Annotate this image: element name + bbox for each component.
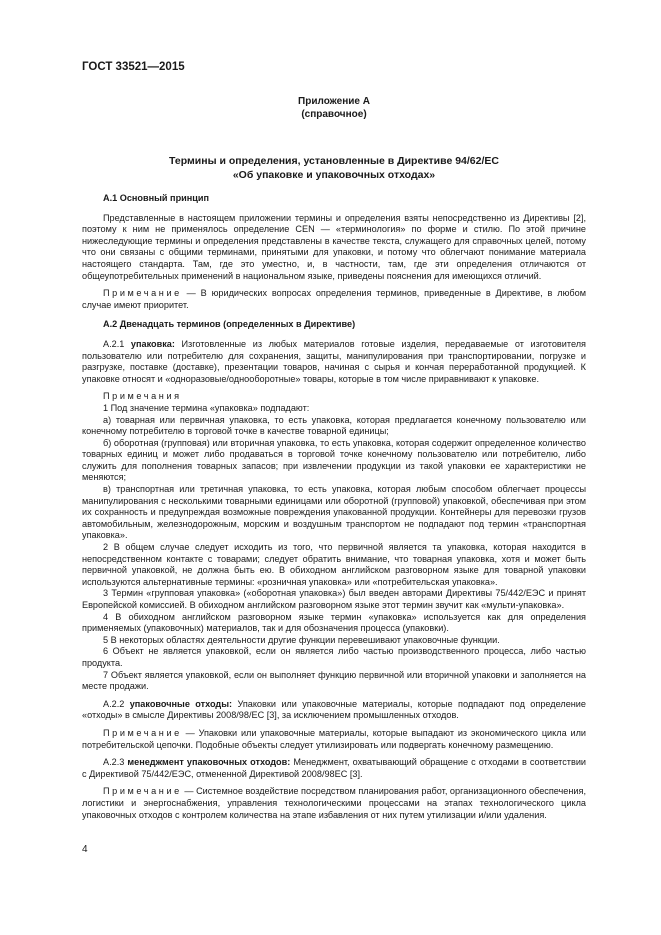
term-name: упаковочные отходы: <box>129 698 233 709</box>
annex-heading <box>82 95 586 121</box>
section-a1-heading: А.1 Основный принцип <box>103 193 209 203</box>
note-text: — В юридических вопросах определения терминов, приведенные в Директиве, в любом случае имеют приоритет. <box>82 288 586 310</box>
annex-label: Приложение А <box>298 96 370 107</box>
note-4: 4 В обиходном английском разговорном языке термин «упаковка» используется как для определения применяемых (упаковочных) материалов, так и для обозначения процесса (упаковки). <box>82 611 586 634</box>
term-name: упаковка: <box>130 338 175 349</box>
document-body <box>82 193 586 821</box>
term-name: менеджмент упаковочных отходов: <box>127 757 291 768</box>
notes-heading <box>82 391 586 403</box>
term-packaging <box>82 339 586 385</box>
note-1c: в) транспортная или третичная упаковка, то есть упаковка, которая любым способом облегчает процессы манипулирования с несколькими товарными единицами или оборотной (групповой) упаковкой, обеспечивая при этом их сохранность и предупреждая возможные повреждения упакованной продукции. Контейнеры для перевозки грузов автомобильным, железнодорожным, морским и воздушным транспортом не подпадают под термин «транспортная упаковка». <box>82 484 586 541</box>
term-waste-management <box>82 757 586 780</box>
term-number: А.2.3 <box>103 757 125 768</box>
term-definition: Упаковки или упаковочные материалы, которые подпадают под определение «отходы» в смысле Директивы 2008/98/ЕС [3], за исключением промышленных отходов. <box>82 698 586 721</box>
note-5: 5 В некоторых областях деятельности другие функции перевешивают упаковочные функции. <box>103 634 500 645</box>
note-1a: а) товарная или первичная упаковка, то есть упаковка, которая предлагается конечному пользователю или конечному потребителю в торговой точке в качестве товарной единицы; <box>82 414 586 437</box>
term-waste-management-note <box>82 786 586 821</box>
note-label: Примечание <box>103 786 182 797</box>
title-line-2: «Об упаковке и упаковочных отходах» <box>232 169 436 181</box>
annex-title <box>82 154 586 182</box>
term-definition: Менеджмент, охватывающий обращение с отходами в соответствии с Директивой 75/442/ЕЭС, отмененной Директивой 2008/98ЕС [3]. <box>82 757 587 779</box>
section-a1-paragraph: Представленные в настоящем приложении термины и определения взяты непосредственно из Директивы [2], поэтому к ним не применялось определение CEN — «терминология» по форме и стилю. По этой причине нижеследующие термины и определения представлены в качестве текста, служащего для справочных целей, потому что они связаны с общими терминами, принятыми для упаковки, и потому что облегчают понимание материала настоящего стандарта. Там, где это уместно, и, в частности, там, где эти определения отличаются от общеупотребительных применений в национальном языке, приведены пояснения для имеющихся отличий. <box>82 212 586 281</box>
note-1: 1 Под значение термина «упаковка» подпадают: <box>103 402 310 413</box>
title-line-1: Термины и определения, установленные в Директиве 94/62/ЕС <box>169 155 499 167</box>
note-label: Примечание <box>103 288 182 299</box>
annex-type: (справочное) <box>301 109 367 120</box>
term-packaging-waste <box>82 699 586 722</box>
note-text: — Системное воздействие посредством планирования работ, организационного обеспечения, логистики и энергоснабжения, управления технологическими процессами на этапах технологического цикла упаковочных отходов с контролем количества на этапе избавления от них путем утилизации и/или удаления. <box>82 786 586 820</box>
notes-label: Примечания <box>103 391 182 402</box>
note-3: 3 Термин «групповая упаковка» («оборотная упаковка») был введен авторами Директивы 75/442/ЕЭС и принят Европейской комиссией. В обиходном английском разговорном языке этот термин звучит как «мульти-упаковка». <box>82 588 586 610</box>
section-a1-note <box>82 288 586 311</box>
standard-header: ГОСТ 33521—2015 <box>82 61 185 73</box>
note-1b: б) оборотная (групповая) или вторичная упаковка, то есть упаковка, которая содержит определенное количество товарных единиц и может либо продаваться в торговой точке конечному пользователю или потребителю, либо служить для пополнения товарных запасов; при извлечении продукции из такой упаковки ее характеристики не меняются; <box>82 437 586 483</box>
note-7: 7 Объект является упаковкой, если он выполняет функцию первичной или вторичной упаковки и заполняется на месте продажи. <box>82 669 586 692</box>
note-6: 6 Объект не является упаковкой, если он является либо частью производственного процесса, либо частью продукта. <box>82 646 586 668</box>
page-number: 4 <box>82 844 88 855</box>
term-packaging-waste-note <box>82 728 586 751</box>
note-2: 2 В общем случае следует исходить из того, что первичной является та упаковка, которая находится в непосредственном контакте с товарами; следует обратить внимание, что товарная упаковка, хотя и может быть первичной упаковкой, не должна быть ею. В обиходном английском разговорном языке для товарной упаковки используются альтернативные термины: «розничная упаковка» или «потребительская упаковка». <box>82 542 586 587</box>
note-label: Примечание <box>103 727 182 738</box>
term-number: А.2.1 <box>103 338 125 349</box>
note-text: — Упаковки или упаковочные материалы, которые выпадают из экономического цикла или потребительской цепочки. Подобные объекты следует утилизировать или подвергать конечному размещению. <box>82 727 586 750</box>
term-number: А.2.2 <box>103 698 125 709</box>
section-a2-heading: А.2 Двенадцать терминов (определенных в Директиве) <box>103 319 356 330</box>
term-definition: Изготовленные из любых материалов готовые изделия, передаваемые от изготовителя пользователю или потребителю для сохранения, защиты, манипулирования при транспортировании, погрузке и разгрузке, поставке (доставке), презентации товаров, начиная с сырья и кончая переработанной продукцией. К упаковке относят и «одноразовые/однооборотные» товары, которые в том числе приравнивают к упаковке. <box>82 338 586 384</box>
